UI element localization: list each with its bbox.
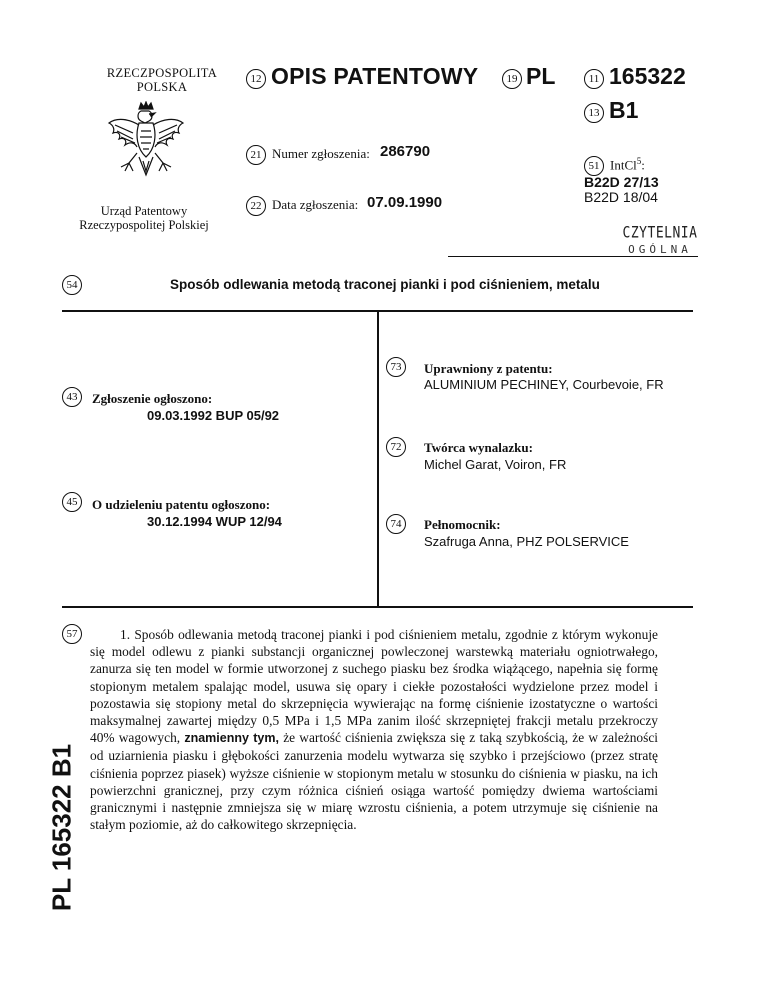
inventor-value: Michel Garat, Voiron, FR [424,457,567,472]
document-type: OPIS PATENTOWY [271,63,479,89]
inventor-label: Twórca wynalazku: [424,440,533,455]
kind-code: B1 [609,97,639,123]
inid-code-12: 12 [246,69,266,89]
inid-code-19: 19 [502,69,522,89]
ipc-code-2: B22D 18/04 [584,189,658,205]
country-code: PL [526,63,556,89]
ipc-edition: 5 [636,156,642,166]
patent-number: 165322 [609,63,686,89]
office-line-2: Rzeczypospolitej Polskiej [79,218,209,232]
filing-date: 07.09.1990 [367,194,443,211]
application-number-label: Numer zgłoszenia: [272,146,370,161]
stamp-line-1: CZYTELNIA [622,224,698,243]
inid-code-73: 73 [386,357,406,377]
abstract-characterizing-phrase: znamienny tym, [184,731,279,746]
attorney-value: Szafruga Anna, PHZ POLSERVICE [424,534,629,549]
granted-label: O udzieleniu patentu ogłoszono: [92,497,271,512]
published-label: Zgłoszenie ogłoszono: [92,391,213,406]
owner-value: ALUMINIUM PECHINEY, Courbevoie, FR [424,377,664,392]
inid-code-51: 51 [584,156,604,176]
stamp-divider [448,256,698,257]
inid-code-43: 43 [62,387,82,407]
inid-code-72: 72 [386,437,406,457]
inid-code-54: 54 [62,275,82,295]
office-line-1: Urząd Patentowy [100,204,188,218]
inid-code-13: 13 [584,103,604,123]
country-line-2: POLSKA [136,80,188,94]
country-name [92,66,232,94]
inid-code-74: 74 [386,514,406,534]
abstract-text [90,626,658,833]
inid-code-57: 57 [62,624,82,644]
ipc-code-1: B22D 27/13 [584,174,659,190]
invention-title: Sposób odlewania metodą traconej pianki i pod ciśnieniem, metalu [170,277,600,292]
inid-code-11: 11 [584,69,604,89]
abstract-part-1: 1. Sposób odlewania metodą traconej pianki i pod ciśnieniem metalu, zgodnie z którym wykonuje się model odlewu z pianki substancji organicznej powleczonej warstewką materiału ogniotrwałego, zanurza się ten model w formie utworzonej z suchego piasku bez środka wiążącego, napełnia się formę stopionym metalem spalając model, usuwa się opary i ciekłe pozostałości wydzielone przez model i pozostawia się stopiony metal do skrzepnięcia wywierając na formę ciśnienie izostatyczne o wartości maksymalnej zawartej między 0,5 MPa i 1,5 MPa zanim ilość skrzepniętej frakcji metalu przekroczy 40% wagowych, [90,627,658,746]
eagle-emblem-icon [103,101,189,189]
column-divider [377,311,379,606]
abstract-part-2: że wartość ciśnienia zwiększa się z taką szybkością, że w zależności od uziarnienia piasku i głębokości zanurzenia modelu wytwarza się szybko i przejściowo (przez stratę ciśnienia poprzez piasek) wyższe ciśnienie w stopionym metalu w stosunku do ciśnienia w piasku, na ich powierzchni granicznej, przy czym różnica ciśnień osiąga wartość pomiędzy dwiema wartościami granicznymi i następnie zmniejsza się w miarę wzrostu ciśnienia, a potem utrzymuje się ciśnienie na stałym poziomie, aż do całkowitego skrzepnięcia. [90,730,658,833]
filing-date-label: Data zgłoszenia: [272,197,359,212]
patent-office-name [56,204,232,232]
owner-label: Uprawniony z patentu: [424,361,553,376]
library-stamp [622,226,698,256]
inid-code-21: 21 [246,145,266,165]
inid-code-22: 22 [246,196,266,216]
ipc-colon: : [641,157,645,173]
stamp-line-2: OGÓLNA [628,243,692,256]
country-line-1: RZECZPOSPOLITA [106,66,218,80]
attorney-label: Pełnomocnik: [424,517,501,532]
side-patent-label: PL 165322 B1 [46,743,77,912]
inid-code-45: 45 [62,492,82,512]
application-number: 286790 [380,143,431,160]
published-value: 09.03.1992 BUP 05/92 [147,408,280,423]
granted-value: 30.12.1994 WUP 12/94 [147,514,282,529]
ipc-label [610,156,645,173]
bibliographic-bottom-divider [62,606,693,608]
ipc-label-text: IntCl [610,157,637,173]
